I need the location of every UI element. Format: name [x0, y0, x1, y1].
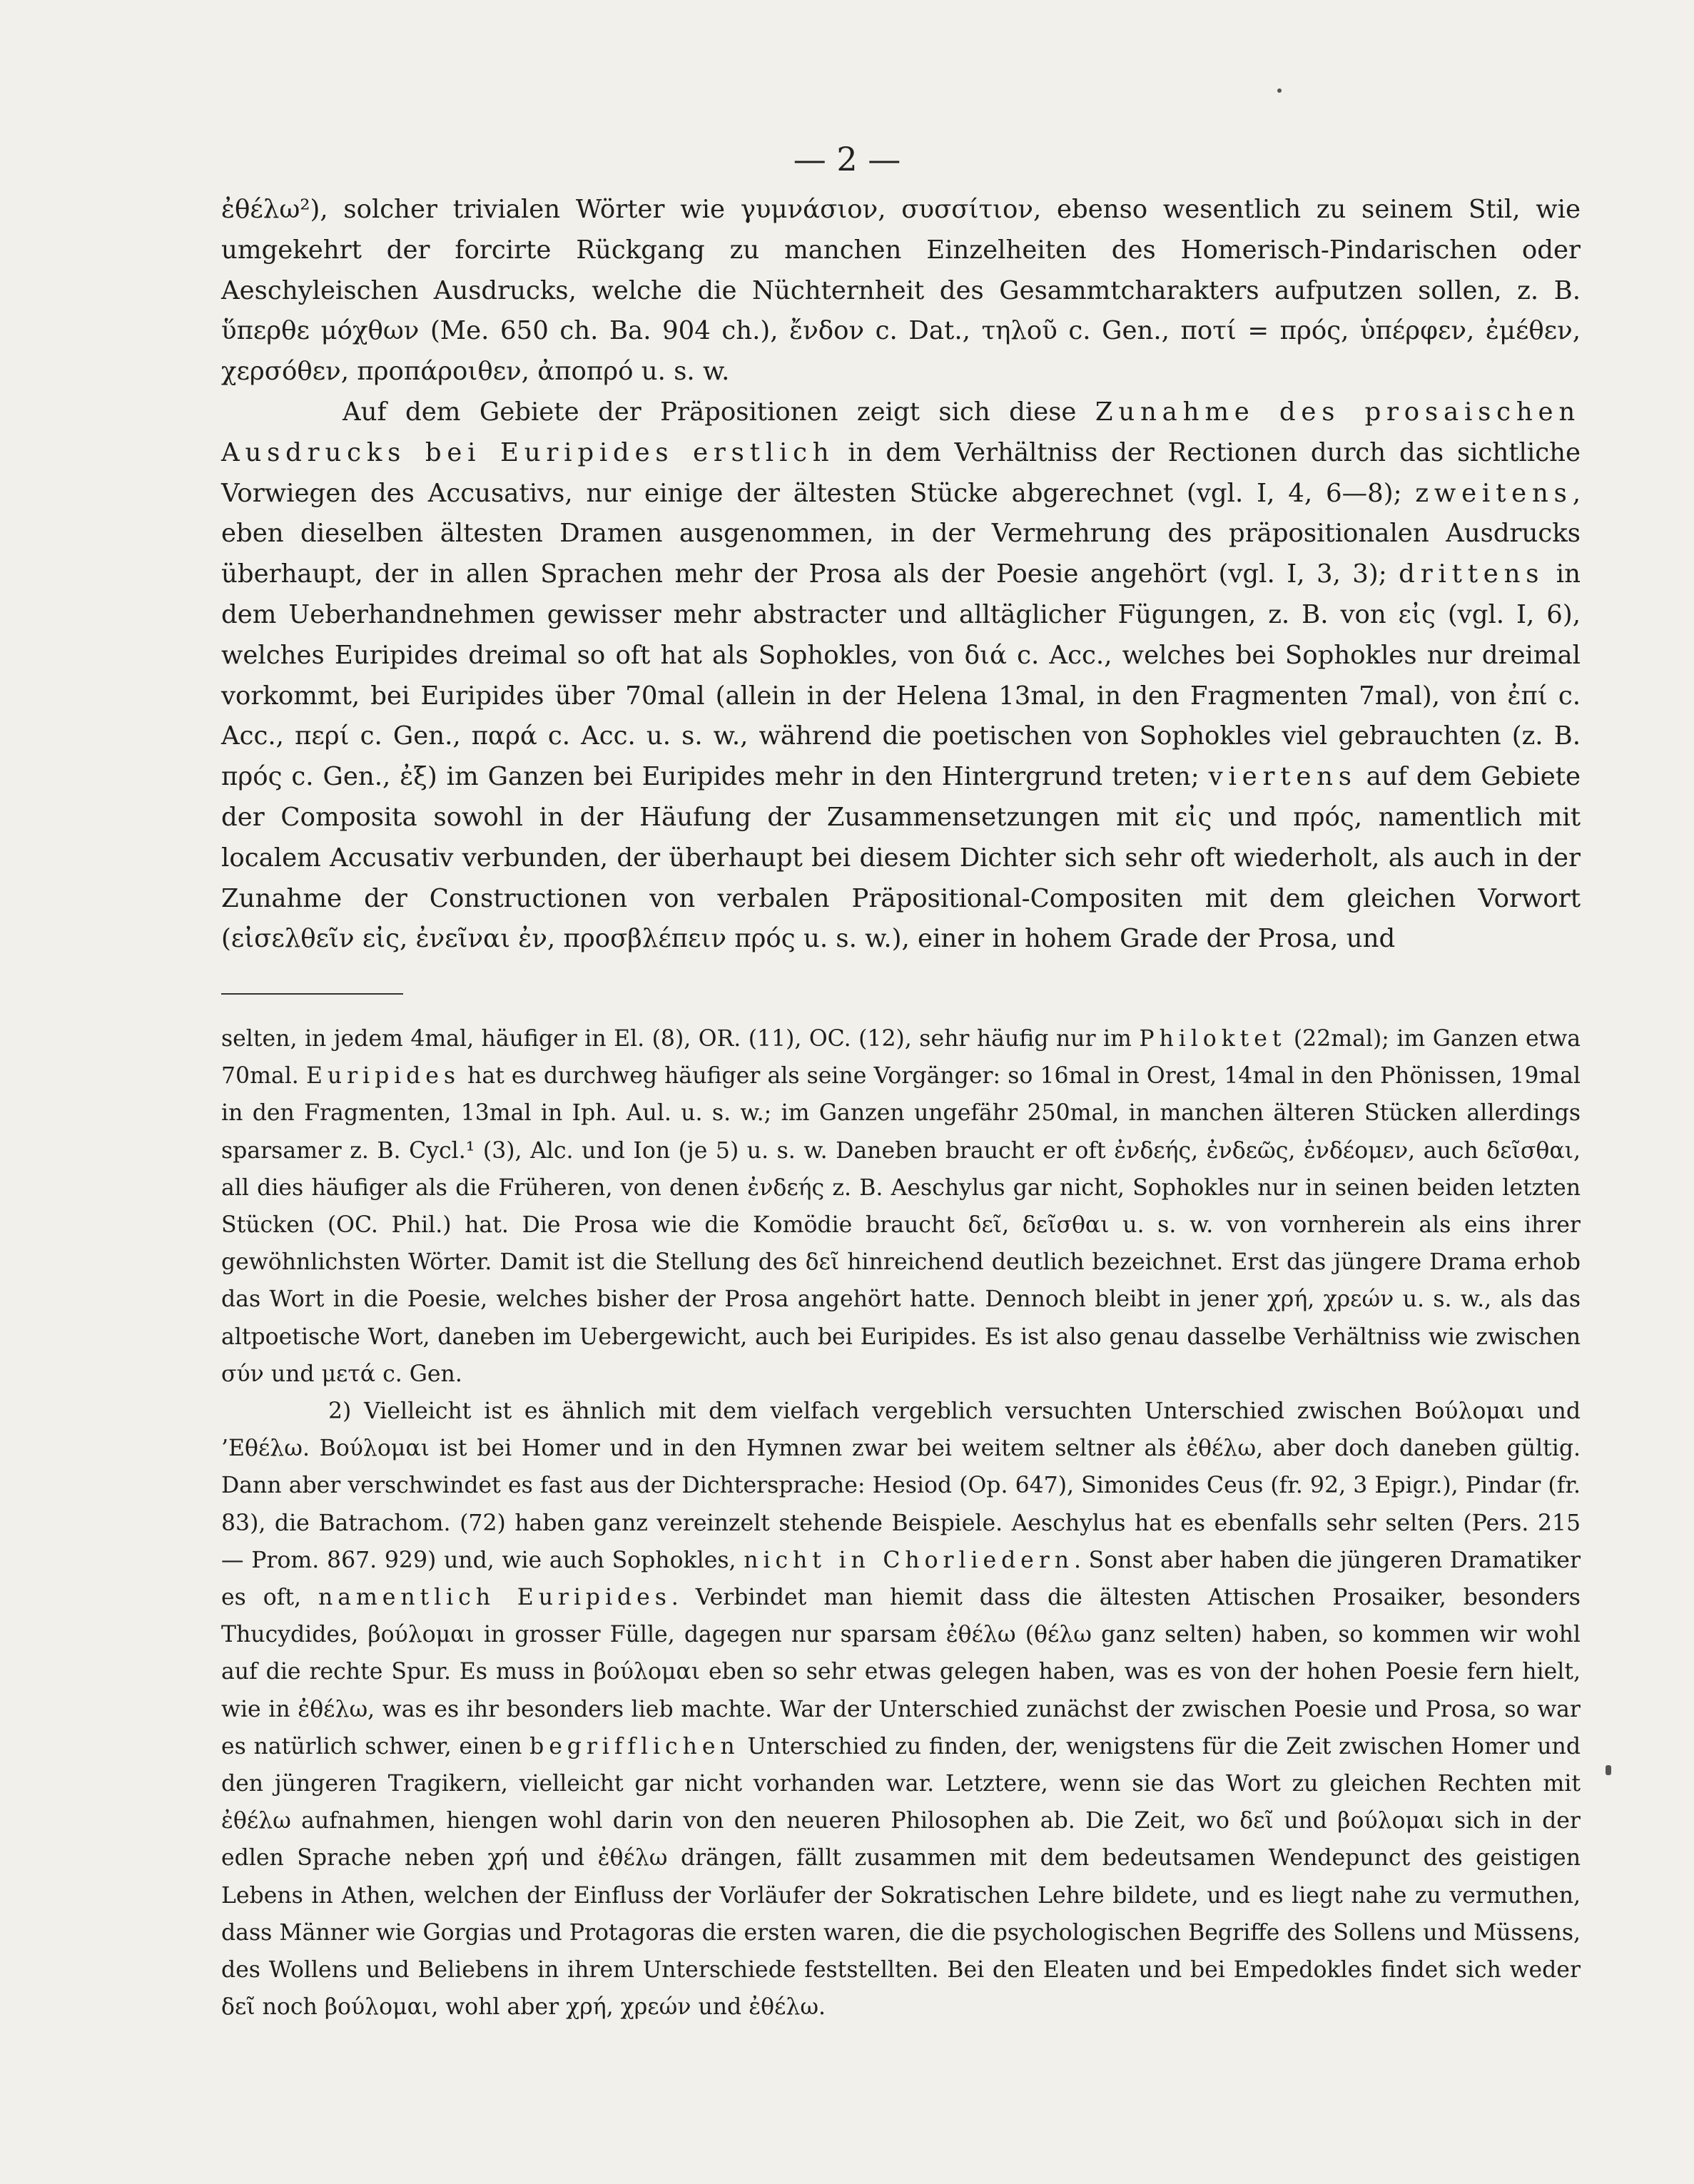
- text-run: auf dem Gebiete der Composita sowohl in der Häufung der Zusammensetzungen mit εἰς und πρός, namentlich mit localem Accusativ verbunden, der überhaupt bei diesem Dichter sich sehr oft wiederholt, als auch in der Zunahme der Constructionen von verbalen Präpositional-Compositen mit dem gleichen Vorwort (εἰσελθεῖν εἰς, ἐνεῖναι ἐν, προσβλέπειν πρός u. s. w.), einer in hohem Grade der Prosa, und: [221, 762, 1581, 954]
- emphasis: viertens: [1208, 762, 1357, 792]
- footnote-divider: [221, 993, 403, 995]
- text-run: in dem Verhältniss der Rectionen durch das sichtliche Vorwiegen des Accusativs, nur einige der ältesten Stücke abgerechnet (vgl. I, 4, 6—8);: [221, 437, 1581, 508]
- text-run: , eben dieselben ältesten Dramen ausgenommen, in der Vermehrung des präpositionalen Ausdrucks überhaupt, der in allen Sprachen mehr der Prosa als der Poesie angehört (vgl. I, 3, 3);: [221, 478, 1581, 589]
- text-run: . Verbindet man hiemit dass die ältesten Attischen Prosaiker, besonders Thucydides, βούλομαι in grosser Fülle, dagegen nur sparsam ἐθέλω (θέλω ganz selten) haben, so kommen wir wohl auf die rechte Spur. Es muss in βούλομαι eben so sehr etwas gelegen haben, was es von der hohen Poesie fern hielt, wie in ἐθέλω, was es ihr besonders lieb machte. War der Unterschied zunächst der zwischen Poesie und Prosa, so war es natürlich schwer, einen: [221, 1585, 1581, 1759]
- text-run: (22mal); im Ganzen etwa 70mal.: [221, 1026, 1581, 1090]
- text-run: selten, in jedem 4mal, häufiger in El. (8), OR. (11), OC. (12), sehr häufig nur im: [221, 1026, 1140, 1052]
- paragraph: [221, 392, 1581, 960]
- footnote-1-continuation: [221, 1020, 1581, 1393]
- emphasis: drittens: [1399, 559, 1545, 589]
- emphasis: Zunahme des prosaischen Ausdrucks bei Euripides erstlich: [221, 397, 1581, 467]
- text-run: . Sonst aber haben die jüngeren Dramatiker es oft,: [221, 1547, 1581, 1611]
- text-run: Auf dem Gebiete der Präpositionen zeigt sich diese: [343, 397, 1095, 427]
- paragraph: ἐθέλω²), solcher trivialen Wörter wie γυμνάσιον, συσσίτιον, ebenso wesentlich zu seinem Stil, wie umgekehrt der forcirte Rückgang zu manchen Einzelheiten des Homerisch-Pindarischen oder Aeschyleischen Ausdrucks, welche die Nüchternheit des Gesammtcharakters aufputzen sollen, z. B. ὕπερθε μόχθων (Me. 650 ch. Ba. 904 ch.), ἔνδον c. Dat., τηλοῦ c. Gen., ποτί = πρός, ὑπέρφεν, ἐμέθεν, χερσόθεν, προπάροιθεν, ἀποπρό u. s. w.: [221, 195, 1581, 387]
- emphasis: Euripides: [305, 1063, 460, 1090]
- ink-speck: [1277, 88, 1282, 93]
- ink-speck: [1606, 1765, 1611, 1775]
- page-number: — 2 —: [793, 140, 901, 178]
- footnotes: [221, 1020, 1581, 2026]
- text-run: hat es durchweg häufiger als seine Vorgänger: so 16mal in Orest, 14mal in den Phönissen, 19mal in den Fragmenten, 13mal in Iph. Aul. u. s. w.; im Ganzen ungefähr 250mal, in manchen älteren Stücken allerdings sparsamer z. B. Cycl.¹ (3), Alc. und Ion (je 5) u. s. w. Daneben braucht er oft ἐνδεής, ἐνδεῶς, ἐνδέομεν, auch δεῖσθαι, all dies häufiger als die Früheren, von denen ἐνδεής z. B. Aeschylus gar nicht, Sophokles nur in seinen beiden letzten Stücken (OC. Phil.) hat. Die Prosa wie die Komödie braucht δεῖ, δεῖσθαι u. s. w. von vornherein als eins ihrer gewöhnlichsten Wörter. Damit ist die Stellung des δεῖ hinreichend deutlich bezeichnet. Erst das jüngere Drama erhob das Wort in die Poesie, welches bisher der Prosa angehört hatte. Dennoch bleibt in jener χρή, χρεών u. s. w., als das altpoetische Wort, daneben im Uebergewicht, auch bei Euripides. Es ist also genau dasselbe Verhältniss wie zwischen σύν und μετά c. Gen.: [221, 1063, 1581, 1387]
- main-text: [221, 190, 1581, 960]
- text-run: in dem Ueberhandnehmen gewisser mehr abstracter und alltäglicher Fügungen, z. B. von εἰς (vgl. I, 6), welches Euripides dreimal so oft hat als Sophokles, von διά c. Acc., welches bei Sophokles nur dreimal vorkommt, bei Euripides über 70mal (allein in der Helena 13mal, in den Fragmenten 7mal), von ἐπί c. Acc., περί c. Gen., παρά c. Acc. u. s. w., während die poetischen von Sophokles viel gebrauchten (z. B. πρός c. Gen., ἐξ) im Ganzen bei Euripides mehr in den Hintergrund treten;: [221, 559, 1581, 792]
- emphasis: Philoktet: [1139, 1026, 1287, 1052]
- text-run: 2) Vielleicht ist es ähnlich mit dem vielfach vergeblich versuchten Unterschied zwischen Βούλομαι und ’Εθέλω. Βούλομαι ist bei Homer und in den Hymnen zwar bei weitem seltner als ἐθέλω, aber doch daneben gültig. Dann aber verschwindet es fast aus der Dichtersprache: Hesiod (Op. 647), Simonides Ceus (fr. 92, 3 Epigr.), Pindar (fr. 83), die Batrachom. (72) haben ganz vereinzelt stehende Beispiele. Aeschylus hat es ebenfalls sehr selten (Pers. 215 — Prom. 867. 929) und, wie auch Sophokles,: [221, 1398, 1581, 1573]
- emphasis: namentlich Euripides: [318, 1585, 671, 1611]
- footnote-2: [221, 1393, 1581, 2026]
- emphasis: nicht in Chorliedern: [744, 1547, 1074, 1573]
- emphasis: zweitens: [1415, 478, 1573, 508]
- emphasis: begrifflichen: [529, 1733, 740, 1759]
- text-run: Unterschied zu finden, der, wenigstens für die Zeit zwischen Homer und den jüngeren Tragikern, vielleicht gar nicht vorhanden war. Letztere, wenn sie das Wort zu gleichen Rechten mit ἐθέλω aufnahmen, hiengen wohl darin von den neueren Philosophen ab. Die Zeit, wo δεῖ und βούλομαι sich in der edlen Sprache neben χρή und ἐθέλω drängen, fällt zusammen mit dem bedeutsamen Wendepunct des geistigen Lebens in Athen, welchen der Einfluss der Vorläufer der Sokratischen Lehre bildete, und es liegt nahe zu vermuthen, dass Männer wie Gorgias und Protagoras die ersten waren, die die psychologischen Begriffe des Sollens und Müssens, des Wollens und Beliebens in ihrem Unterschiede feststellten. Bei den Eleaten und bei Empedokles findet sich weder δεῖ noch βούλομαι, wohl aber χρή, χρεών und ἐθέλω.: [221, 1733, 1581, 2021]
